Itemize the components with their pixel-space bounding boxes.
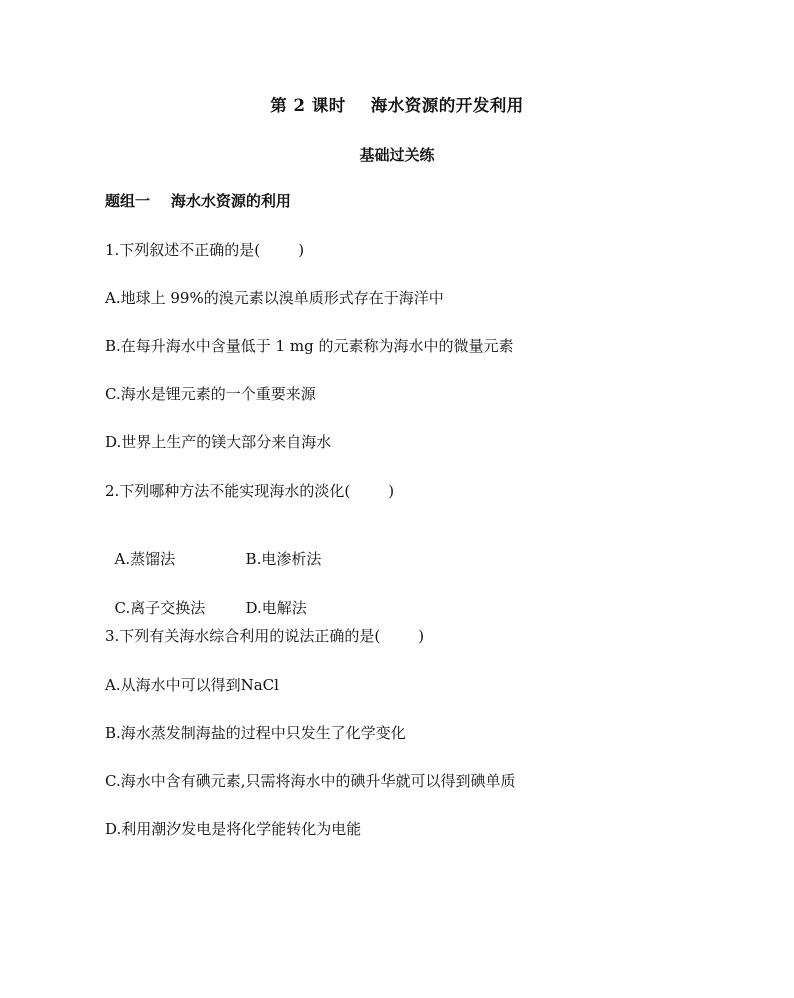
question-1-stem: 1.下列叙述不正确的是( ) xyxy=(105,241,305,259)
question-3-option-a: A.从海水中可以得到NaCl xyxy=(105,676,279,694)
question-3-option-c: C.海水中含有碘元素,只需将海水中的碘升华就可以得到碘单质 xyxy=(105,772,516,790)
question-1-option-c: C.海水是锂元素的一个重要来源 xyxy=(105,385,316,403)
question-2-options-row-1 xyxy=(105,529,321,569)
question-1-option-a: A.地球上 99%的溴元素以溴单质形式存在于海洋中 xyxy=(105,289,444,307)
question-group-title: 题组一 海水水资源的利用 xyxy=(105,192,291,210)
question-2-option-b: B.电渗析法 xyxy=(245,550,322,568)
question-2-option-c: C.离子交换法 xyxy=(114,599,206,617)
question-3-stem: 3.下列有关海水综合利用的说法正确的是( ) xyxy=(105,627,425,645)
question-3-option-d: D.利用潮汐发电是将化学能转化为电能 xyxy=(105,820,362,838)
question-2-option-a: A.蒸馏法 xyxy=(114,550,176,568)
question-1-option-b: B.在每升海水中含量低于 1 mg 的元素称为海水中的微量元素 xyxy=(105,337,514,355)
question-2-stem: 2.下列哪种方法不能实现海水的淡化( ) xyxy=(105,482,395,500)
question-1-option-d: D.世界上生产的镁大部分来自海水 xyxy=(105,433,332,451)
question-2-option-d: D.电解法 xyxy=(245,599,307,617)
question-2-options-row-2 xyxy=(105,578,307,618)
page-title: 第 2 课时 海水资源的开发利用 xyxy=(270,96,524,115)
question-3-option-b: B.海水蒸发制海盐的过程中只发生了化学变化 xyxy=(105,724,406,742)
section-title: 基础过关练 xyxy=(359,146,435,164)
